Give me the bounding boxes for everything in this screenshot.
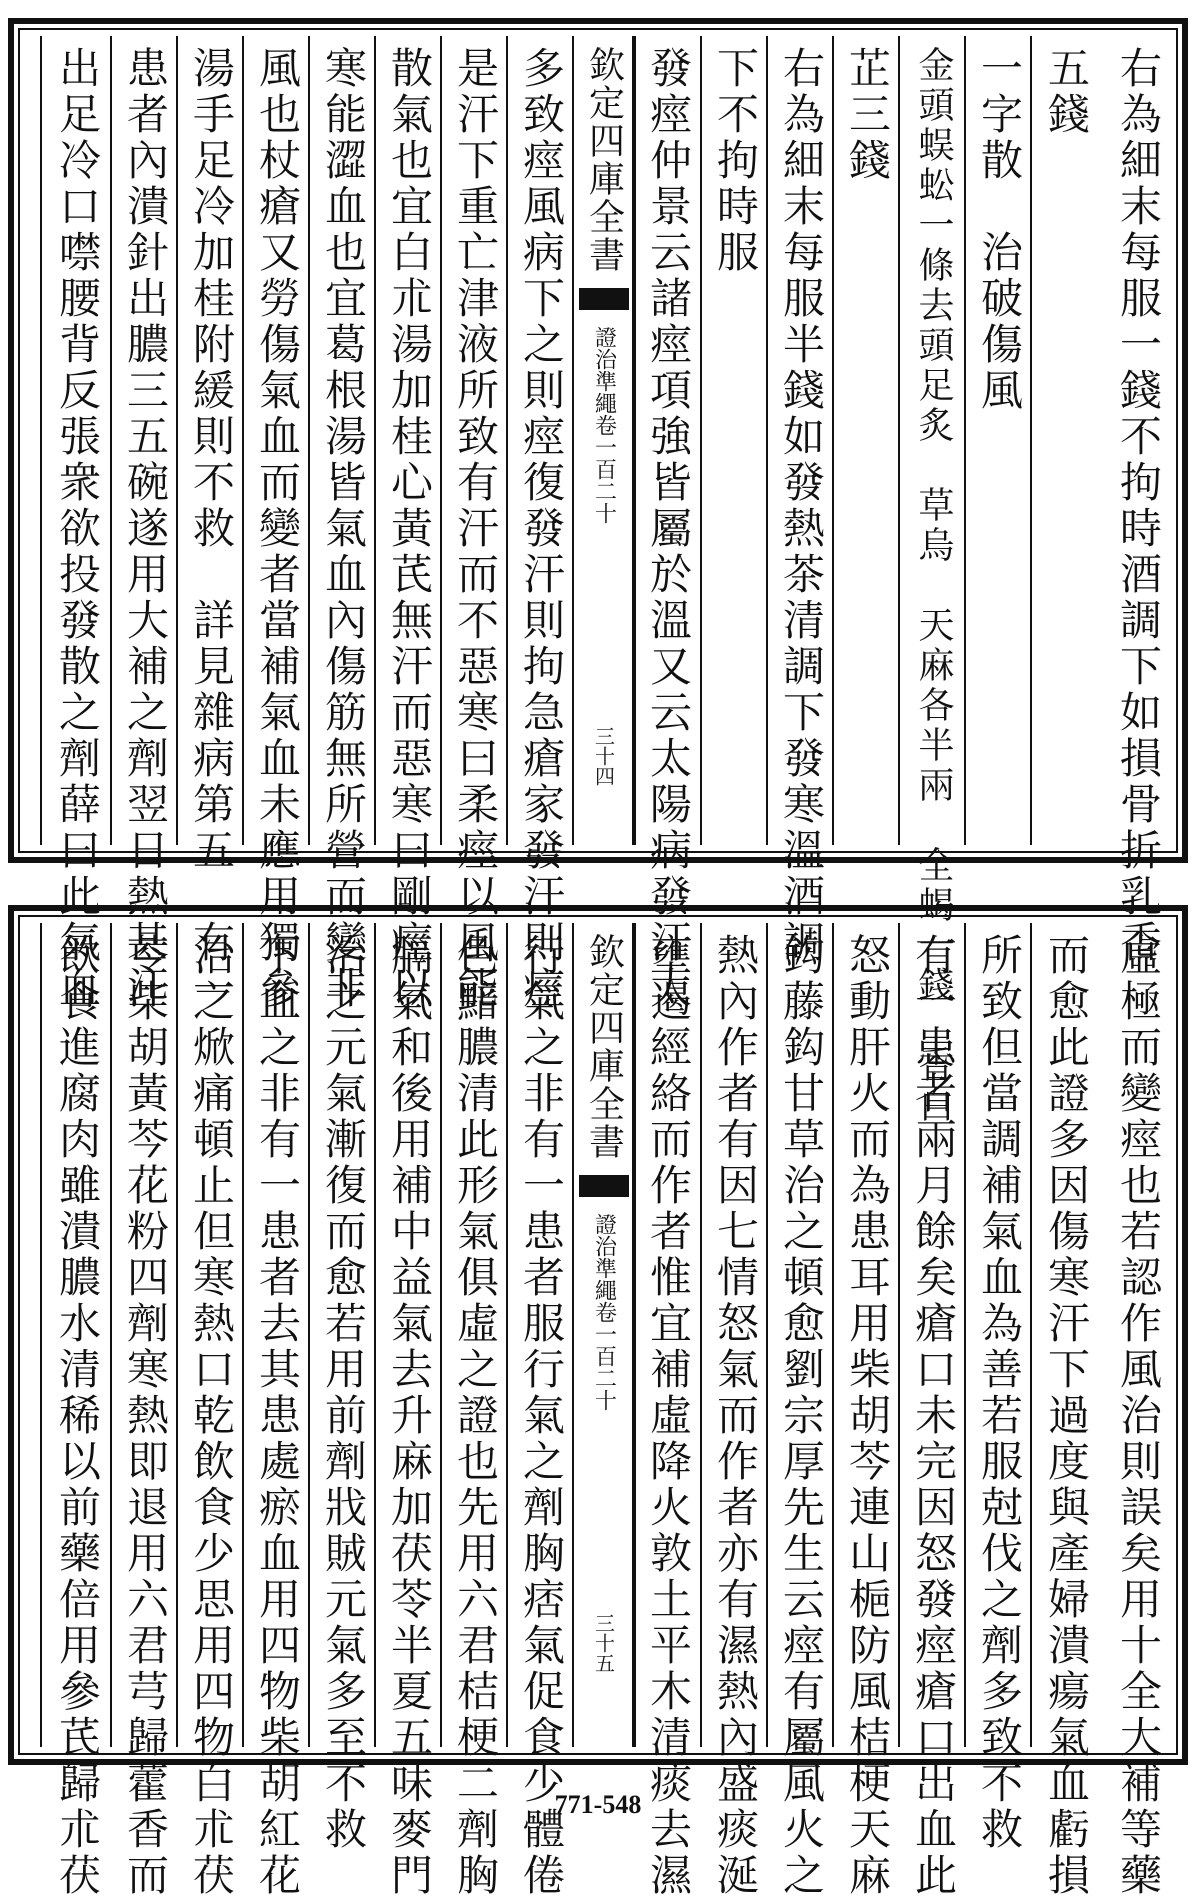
bottom-col-8: [632, 923, 702, 1899]
page-footer-number: 771-548: [554, 1790, 642, 1819]
bottom-col-2: [1030, 923, 1100, 1899]
top-col-2: [1030, 36, 1100, 845]
column-text: 一字散 治破傷風: [975, 46, 1024, 414]
bottom-col-13: [242, 923, 310, 1899]
column-text: 出足冷口噤腰背反張衆欲投發散之劑薛曰此氣血: [53, 46, 102, 1012]
top-col-3: [964, 36, 1032, 845]
column-text: 所致但當調補氣血為善若服尅伐之劑多致不救: [975, 933, 1024, 1853]
bottom-col-11: [374, 923, 442, 1899]
top-col-8: [632, 36, 702, 1012]
bottom-col-6: [766, 923, 834, 1899]
column-text: 熱內作者有因七情怒氣而作者亦有濕熱內盛痰涎: [711, 933, 760, 1899]
top-col-1: [1098, 36, 1178, 966]
bottom-col-5: [832, 923, 900, 1899]
top-col-9: [506, 36, 574, 1012]
fish-tail-mark: [579, 288, 629, 310]
book-volume: [589, 1213, 620, 1411]
top-page: [8, 18, 1188, 1126]
top-col-5: [832, 36, 900, 845]
top-col-11: [374, 36, 442, 1012]
volume-number: 卷一百二十: [591, 1301, 617, 1411]
column-text: 治之元氣漸復而愈若用前劑戕賊元氣多至不救: [319, 933, 368, 1853]
column-text: 苓柴胡黃芩花粉四劑寒熱即退用六君芎歸藿香而: [121, 933, 170, 1899]
column-text: 下不拘時服: [711, 46, 760, 276]
column-text: 治之焮痛頓止但寒熱口乾飲食少思用四物白朮茯: [187, 933, 236, 1899]
top-col-16: [40, 36, 112, 1012]
column-text: 寒能澀血也宜葛根湯皆氣血內傷筋無所營而變非: [319, 46, 368, 1012]
column-text: 患者內潰針出膿三五碗遂用大補之劑翌日熱甚汗: [121, 46, 170, 1012]
column-text: 而愈此證多因傷寒汗下過度與產婦潰瘍氣血虧損: [1042, 933, 1091, 1899]
bottom-center-gutter: [572, 923, 636, 1747]
book-title: 證治準繩: [591, 326, 617, 414]
top-col-12: [308, 36, 376, 1012]
bottom-col-1: [1098, 923, 1178, 1899]
page-number: 三十五: [591, 1613, 616, 1673]
column-text: 怒動肝火而為患耳用柴胡芩連山梔防風桔梗天麻: [843, 933, 892, 1899]
column-text: 湯手足冷加桂附緩則不救 詳見雜病第五 有一: [187, 46, 236, 1012]
fish-tail-mark: [579, 1175, 629, 1197]
bottom-col-9: [506, 923, 574, 1899]
column-text: 芷三錢: [843, 46, 892, 184]
column-text: 色黯膿清此形氣俱虛之證也先用六君桔梗二劑胸: [451, 933, 500, 1899]
bottom-col-16: [40, 923, 112, 1899]
top-col-6: [766, 36, 834, 966]
library-title: 欽定四庫全書: [583, 933, 625, 1161]
top-col-14: [176, 36, 244, 1012]
bottom-col-10: [440, 923, 508, 1899]
column-text: 有一患者兩月餘矣瘡口未完因怒發痙瘡口出血此: [909, 933, 958, 1899]
column-text: 多致痙風病下之則痙復發汗則拘急瘡家發汗則痙: [517, 46, 566, 1012]
column-text: 金頭蜈蚣一條去頭足炙 草烏 天麻各半兩 全蝎一錢 香白: [913, 46, 954, 1126]
column-text: 風也杖瘡又勞傷氣血而變者當補氣血未應用獨參: [253, 46, 302, 1012]
top-center-gutter: [572, 36, 636, 845]
column-text: 是汗下重亡津液所致有汗而不惡寒曰柔痙以風能: [451, 46, 500, 1012]
column-text: 下血之非有一患者去其患處瘀血用四物柴胡紅花: [253, 933, 302, 1899]
top-col-7: [700, 36, 768, 845]
library-title: 欽定四庫全書: [583, 46, 625, 274]
column-text: 壅遏經絡而作者惟宜補虛降火敦土平木清痰去濕: [644, 933, 693, 1899]
column-text: 發痙仲景云諸痙項強皆屬於溫又云太陽病發汗太: [644, 46, 693, 1012]
bottom-col-12: [308, 923, 376, 1853]
top-page-frame: [18, 28, 1178, 1126]
column-text: 右為細末每服半錢如發熱茶清調下發寒溫酒調: [777, 46, 826, 966]
column-text: 飲食進腐肉雖潰膿水清稀以前藥倍用參芪歸朮茯: [53, 933, 102, 1899]
volume-number: 卷一百二十: [591, 414, 617, 524]
book-volume: [589, 326, 620, 524]
book-title: 證治準繩: [591, 1213, 617, 1301]
bottom-col-7: [700, 923, 768, 1899]
top-col-4: [898, 36, 966, 1126]
top-col-10: [440, 36, 508, 1012]
column-text: 鈎藤鈎甘草治之頓愈劉宗厚先生云痙有屬風火之: [777, 933, 826, 1899]
top-col-15: [110, 36, 178, 1012]
bottom-col-15: [110, 923, 178, 1899]
column-text: 膈氣和後用補中益氣去升麻加茯苓半夏五味麥門: [385, 933, 434, 1899]
column-text: 散氣也宜白朮湯加桂心黃芪無汗而惡寒曰剛痙以: [385, 46, 434, 1012]
page-number: 三十四: [591, 726, 616, 786]
column-text: 五錢: [1042, 46, 1091, 138]
column-text: 虛極而變痙也若認作風治則誤矣用十全大補等藥: [1114, 933, 1163, 1899]
column-text: 行氣之非有一患者服行氣之劑胸痞氣促食少體倦: [517, 933, 566, 1899]
bottom-col-3: [964, 923, 1032, 1853]
top-col-13: [242, 36, 310, 1012]
bottom-col-14: [176, 923, 244, 1899]
bottom-col-4: [898, 923, 966, 1899]
column-text: 右為細末每服一錢不拘時酒調下如損骨折乳香: [1114, 46, 1163, 966]
